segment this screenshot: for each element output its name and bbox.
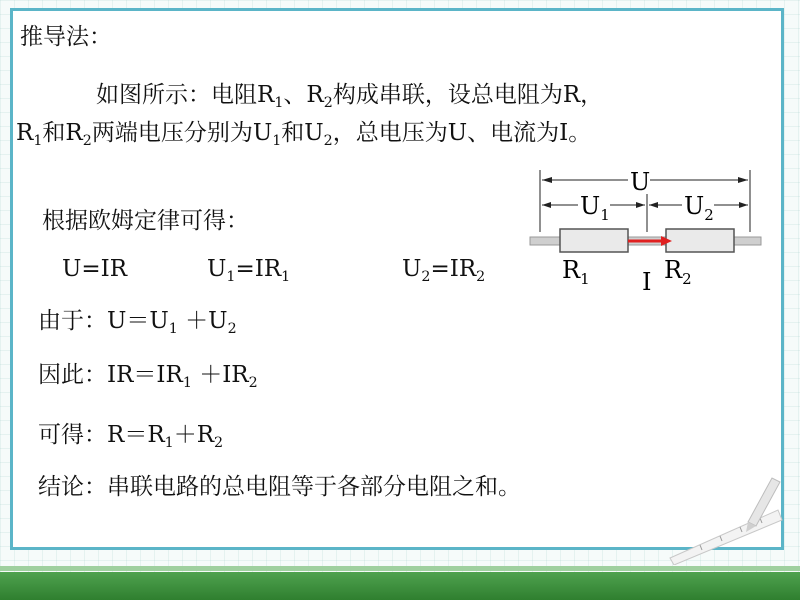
because-line: 由于：$U=U_1 +U_2$	[38, 308, 237, 337]
pencil-ruler-decoration	[660, 470, 785, 565]
intro-line-1: 如图所示：电阻$R_1$、$R_2$构成串联，设总电阻为R，	[96, 82, 604, 111]
equation-u1-ir1: $U_1=IR_1$	[207, 256, 291, 285]
result-line: 可得：$R=R_1+R_2$	[38, 422, 224, 451]
total-voltage-arrowhead-right	[738, 177, 748, 183]
intro-line-2: $R_1$和$R_2$两端电压分别为$U_1$和$U_2$，总电压为U、电流为I。	[16, 120, 592, 149]
total-voltage-arrowhead-left	[542, 177, 552, 183]
resistor-r2	[666, 229, 734, 252]
footer-bar	[0, 572, 800, 600]
equation-u-ir: U=IR	[62, 256, 128, 282]
u2-label: $U_2$	[684, 192, 714, 224]
series-circuit-diagram	[528, 166, 763, 301]
resistor-r1	[560, 229, 628, 252]
ohm-law-heading: 根据欧姆定律可得：	[42, 208, 249, 234]
u1-arrowhead-left	[542, 202, 551, 208]
r1-label: $R_1$	[562, 256, 590, 288]
u1-label: $U_1$	[580, 192, 610, 224]
footer-stripe	[0, 566, 800, 571]
u2-arrowhead-left	[649, 202, 658, 208]
u1-arrowhead-right	[636, 202, 645, 208]
r2-label: $R_2$	[664, 256, 692, 288]
conclusion-line: 结论：串联电路的总电阻等于各部分电阻之和。	[38, 474, 521, 500]
therefore-line: 因此：$IR=IR_1 +IR_2$	[38, 362, 258, 391]
current-label: I	[642, 268, 652, 296]
equation-u2-ir2: $U_2=IR_2$	[402, 256, 486, 285]
ruler-icon	[670, 510, 782, 565]
total-voltage-label: U	[630, 168, 651, 196]
u2-arrowhead-right	[739, 202, 748, 208]
heading: 推导法：	[20, 24, 112, 50]
